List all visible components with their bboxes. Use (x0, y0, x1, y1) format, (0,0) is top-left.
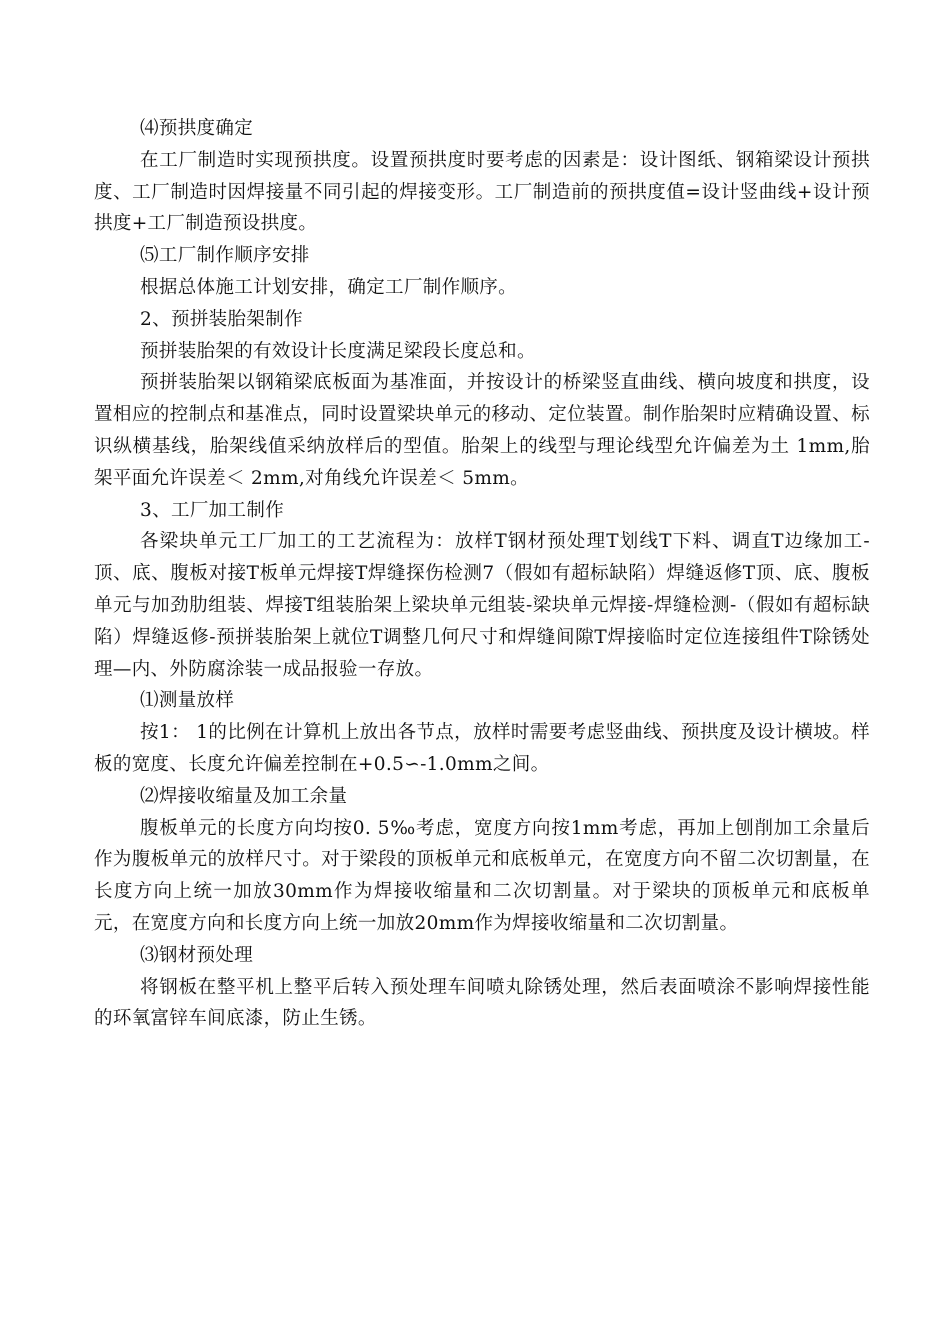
paragraph-layout-survey: 按1： 1的比例在计算机上放出各节点，放样时需要考虑竖曲线、预拱度及设计横坡。样板的宽度、长度允许偏差控制在+0.5∽-1.0mm之间。 (94, 722, 870, 775)
paragraph-camber: 在工厂制造时实现预拱度。设置预拱度时要考虑的因素是：设计图纸、钢箱梁设计预拱度、工厂制造时因焊接量不同引起的焊接变形。工厂制造前的预拱度值=设计竖曲线+设计预拱度+工厂制造预设拱度。 (94, 149, 870, 235)
document-body (94, 113, 870, 1035)
paragraph-fabrication-order: 根据总体施工计划安排，确定工厂制作顺序。 (140, 276, 518, 298)
heading-weld-shrinkage: ⑵焊接收缩量及加工余量 (140, 785, 348, 807)
heading-fabrication-order: ⑸工厂制作顺序安排 (140, 245, 310, 267)
paragraph-jig-length: 预拼装胎架的有效设计长度满足梁段长度总和。 (140, 340, 536, 362)
heading-steel-pretreatment: ⑶钢材预处理 (140, 944, 254, 966)
paragraph-jig-setup: 预拼装胎架以钢箱梁底板面为基准面，并按设计的桥梁竖直曲线、横向坡度和拱度，设置相应的控制点和基准点，同时设置梁块单元的移动、定位装置。制作胎架时应精确设置、标识纵横基线，胎架线值采纳放样后的型值。胎架上的线型与理论线型允许偏差为土 1mm,胎架平面允许误差＜ 2mm,对角线允许误差＜ 5mm。 (94, 372, 870, 489)
heading-preassembly-jig: 2、预拼装胎架制作 (140, 308, 303, 330)
paragraph-weld-shrinkage: 腹板单元的长度方向均按0. 5‰考虑，宽度方向按1mm考虑，再加上刨削加工余量后作为腹板单元的放样尺寸。对于梁段的顶板单元和底板单元，在宽度方向不留二次切割量，在长度方向上统一加放30mm作为焊接收缩量和二次切割量。对于梁块的顶板单元和底板单元，在宽度方向和长度方向上统一加放20mm作为焊接收缩量和二次切割量。 (94, 817, 870, 934)
paragraph-process-flow: 各梁块单元工厂加工的工艺流程为：放样T钢材预处理T划线T下料、调直T边缘加工-顶、底、腹板对接T板单元焊接T焊缝探伤检测7（假如有超标缺陷）焊缝返修T顶、底、腹板单元与加劲肋组装、焊接T组装胎架上梁块单元组装-梁块单元焊接-焊缝检测-（假如有超标缺陷）焊缝返修-预拼装胎架上就位T调整几何尺寸和焊缝间隙T焊接临时定位连接组件T除锈处理—内、外防腐涂装一成品报验一存放。 (94, 531, 870, 680)
paragraph-steel-pretreatment: 将钢板在整平机上整平后转入预处理车间喷丸除锈处理，然后表面喷涂不影响焊接性能的环氧富锌车间底漆，防止生锈。 (94, 976, 870, 1030)
heading-factory-processing: 3、工厂加工制作 (140, 499, 285, 521)
heading-camber: ⑷预拱度确定 (140, 118, 254, 139)
heading-layout-survey: ⑴测量放样 (140, 690, 235, 712)
